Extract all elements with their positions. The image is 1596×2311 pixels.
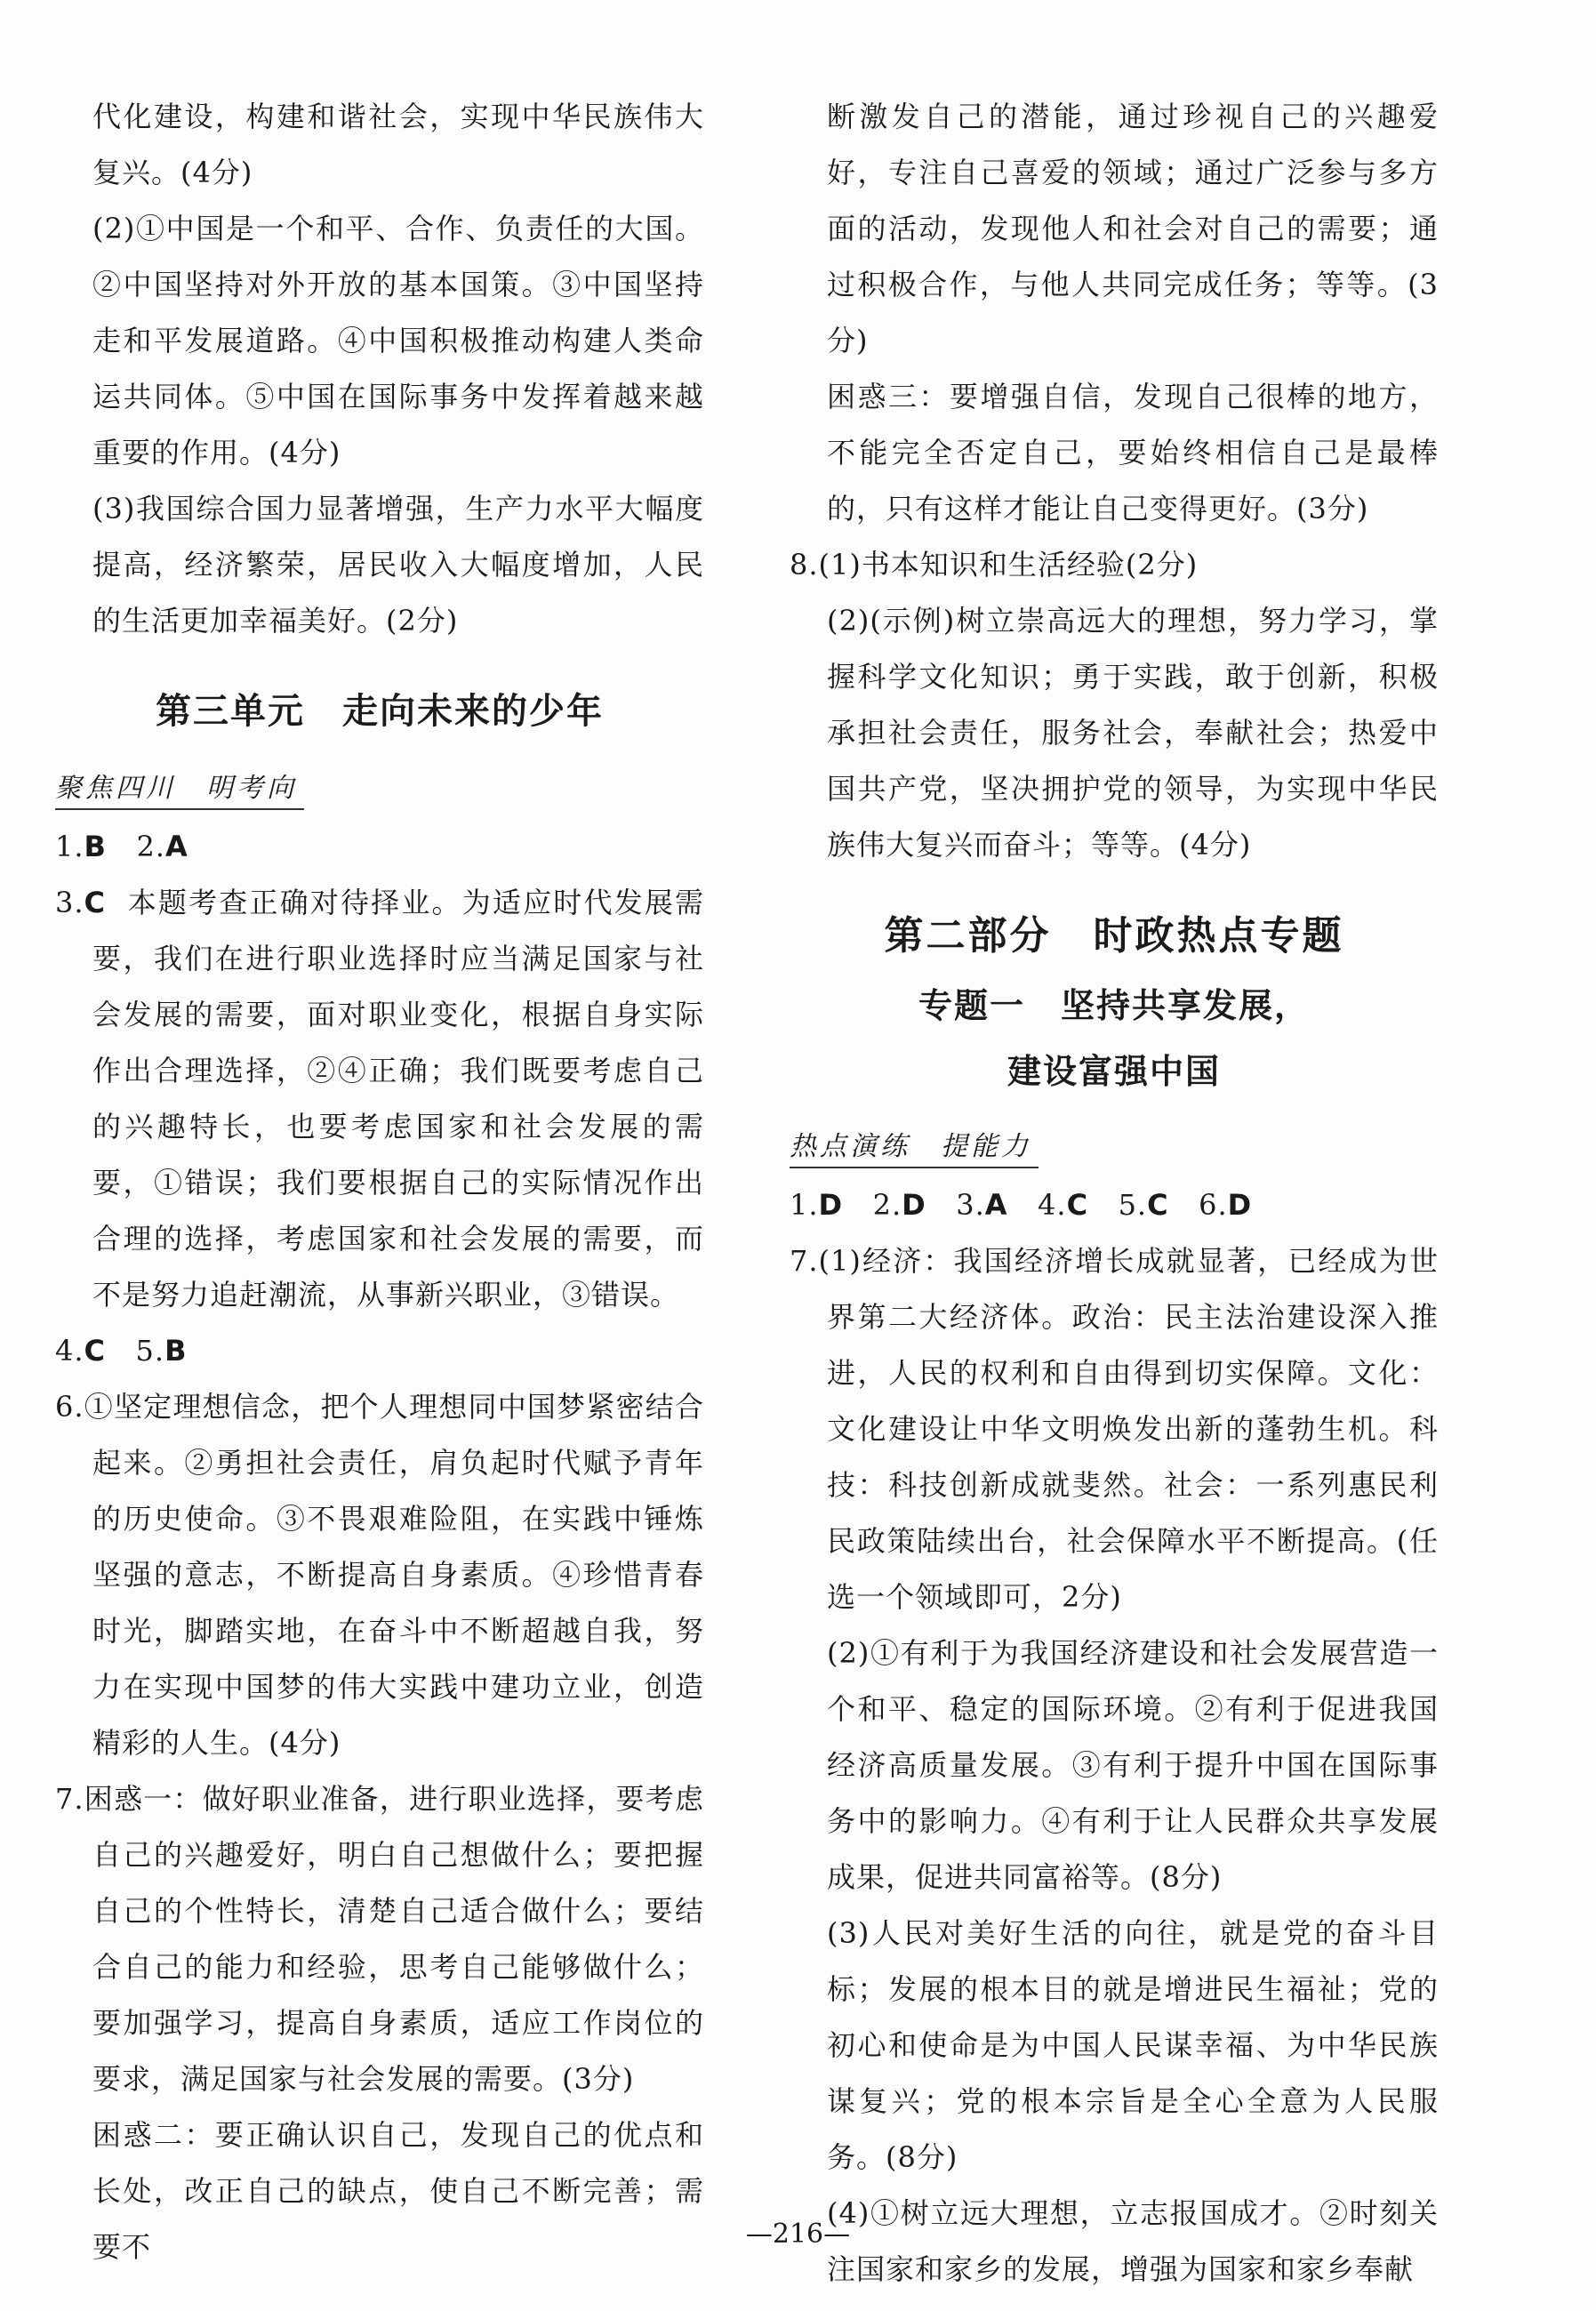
- answer-q7-2: (2)①有利于为我国经济建设和社会发展营造一个和平、稳定的国际环境。②有利于促进我国经济高质量发展。③有利于提升中国在国际事务中的影响力。④有利于让人民群众共享发展成果，促进共同富裕等。(8分): [827, 1636, 1439, 1894]
- topic-title-line2: 建设富强中国: [1007, 1052, 1221, 1091]
- page-number: —216—: [745, 2219, 851, 2250]
- unit-title: 第三单元 走向未来的少年: [156, 691, 604, 732]
- answer-q6: 6.①坚定理想信念，把个人理想同中国梦紧密结合起来。②勇担社会责任，肩负起时代赋予青年的历史使命。③不畏艰难险阻，在实践中锤炼坚强的意志，不断提高自身素质。④珍惜青春时光，脚踏实地，在奋斗中不断超越自我，努力在实现中国梦的伟大实践中建功立业，创造精彩的人生。(4分): [55, 1390, 704, 1760]
- mc-answers-1-2: 1.B 2.A: [55, 830, 188, 863]
- answer-q7-3: (3)人民对美好生活的向往，就是党的奋斗目标；发展的根本目的就是增进民生福祉；党的初心和使命是为中国人民谋幸福、为中华民族谋复兴；党的根本宗旨是全心全意为人民服务。(8分): [827, 1916, 1439, 2174]
- answer-q7-4: (4)①树立远大理想，立志报国成才。②时刻关注国家和家乡的发展，增强为国家和家乡奉献: [827, 2196, 1439, 2286]
- answer-3: (3)我国综合国力显著增强，生产力水平大幅度提高，经济繁荣，居民收入大幅度增加，人民的生活更加幸福美好。(2分): [92, 492, 704, 638]
- left-continuation: 代化建设，构建和谐社会，实现中华民族伟大复兴。(4分): [92, 100, 704, 189]
- part-title: 第二部分 时政热点专题: [884, 913, 1344, 959]
- answer-q7-confusion3: 困惑三：要增强自信，发现自己很棒的地方，不能完全否定自己，要始终相信自己是最棒的，只有这样才能让自己变得更好。(3分): [827, 380, 1439, 526]
- answer-q3: 3.C 本题考查正确对待择业。为适应时代发展需要，我们在进行职业选择时应当满足国家与社会发展的需要，面对职业变化，根据自身实际作出合理选择，②④正确；我们既要考虑自己的兴趣特长，也要考虑国家和社会发展的需要，①错误；我们要根据自己的实际情况作出合理的选择，考虑国家和社会发展的需要，而不是努力追赶潮流，从事新兴职业，③错误。: [55, 886, 704, 1312]
- section-label-focus-sichuan: 聚焦四川 明考向: [55, 766, 304, 810]
- topic-title-line1: 专题一 坚持共享发展，: [918, 986, 1310, 1025]
- answer-2: (2)①中国是一个和平、合作、负责任的大国。②中国坚持对外开放的基本国策。③中国坚持走和平发展道路。④中国积极推动构建人类命运共同体。⑤中国在国际事务中发挥着越来越重要的作用。(4分): [92, 212, 704, 469]
- answer-q8-2: (2)(示例)树立崇高远大的理想，努力学习，掌握科学文化知识；勇于实践，敢于创新，积极承担社会责任，服务社会，奉献社会；热爱中国共产党，坚决拥护党的领导，为实现中华民族伟大复兴而奋斗；等等。(4分): [827, 604, 1439, 862]
- right-column: [790, 89, 1439, 2298]
- answer-q8-1: 8.(1)书本知识和生活经验(2分): [790, 548, 1199, 582]
- answer-q7-confusion2: 困惑二：要正确认识自己，发现自己的优点和长处，改正自己的缺点，使自己不断完善；需要不: [92, 2118, 704, 2264]
- answer-q7-1: 7.(1)经济：我国经济增长成就显著，已经成为世界第二大经济体。政治：民主法治建设深入推进，人民的权利和自由得到切实保障。文化：文化建设让中华文明焕发出新的蓬勃生机。科技：科技创新成就斐然。社会：一系列惠民利民政策陆续出台，社会保障水平不断提高。(任选一个领域即可，2分): [790, 1244, 1439, 1614]
- answer-q7: 7.困惑一：做好职业准备，进行职业选择，要考虑自己的兴趣爱好，明白自己想做什么；要把握自己的个性特长，清楚自己适合做什么；要结合自己的能力和经验，思考自己能够做什么；要加强学习，提高自身素质，适应工作岗位的要求，满足国家与社会发展的需要。(3分): [55, 1782, 704, 2096]
- right-continuation: 断激发自己的潜能，通过珍视自己的兴趣爱好，专注自己喜爱的领域；通过广泛参与多方面的活动，发现他人和社会对自己的需要；通过积极合作，与他人共同完成任务；等等。(3分): [827, 100, 1439, 357]
- topic-title: [790, 973, 1439, 1104]
- left-column: [55, 89, 704, 2275]
- mc-answers-4-5: 4.C 5.B: [55, 1334, 188, 1368]
- mc-answers-row: 1.D 2.D 3.A 4.C 5.C 6.D: [790, 1188, 1253, 1222]
- section-label-hot-practice: 热点演练 提能力: [790, 1124, 1039, 1168]
